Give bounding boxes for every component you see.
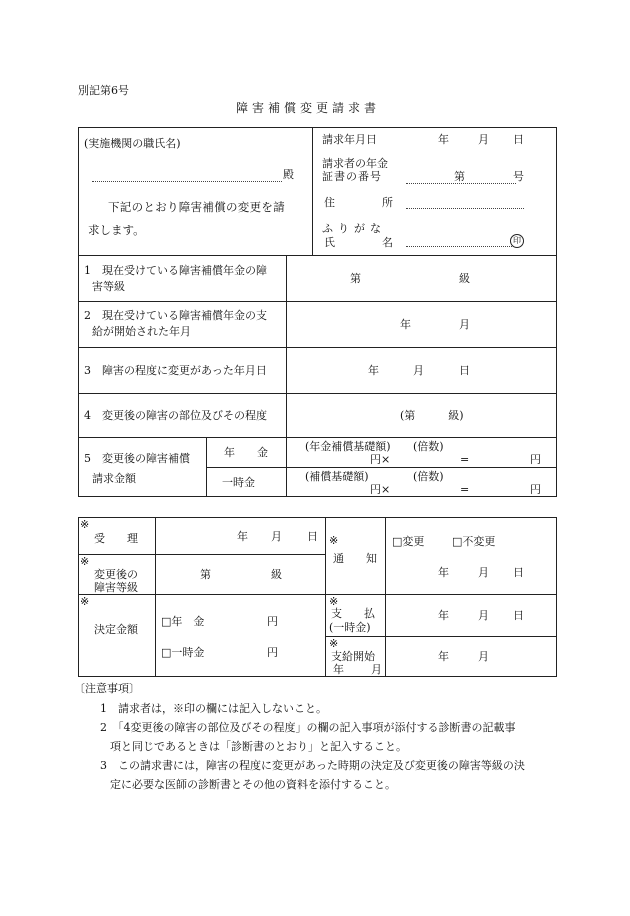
row1-kyu: 級 [459, 272, 470, 285]
pension-number-label2: 証書の番号 [322, 170, 382, 183]
pension-number-dai: 第 [454, 170, 465, 183]
pay-label-line1: 支 払 [331, 607, 375, 620]
start-label-month: 月 [371, 663, 382, 676]
notify-label: 通 知 [333, 552, 377, 565]
grade-label-line1: 変更後の [94, 568, 138, 581]
row2-year: 年 [400, 318, 411, 331]
form-number: 別記第6号 [78, 84, 129, 97]
row3-month: 月 [413, 364, 424, 377]
pay-month: 月 [478, 609, 489, 622]
row1-dai: 第 [350, 272, 361, 285]
row5-label-line1: 5 変更後の障害補償 [84, 452, 190, 465]
agency-label: (実施機関の職氏名) [84, 137, 181, 150]
grade-mark: ※ [80, 555, 90, 568]
start-mark: ※ [329, 637, 339, 650]
start-label-year: 年 [333, 663, 344, 676]
pension-number-go: 号 [513, 170, 524, 183]
request-date-label: 請求年月日 [322, 133, 377, 146]
start-month: 月 [478, 650, 489, 663]
row5-pension-equals: = [460, 453, 470, 466]
page-title: 障害補償変更請求書 [236, 101, 381, 115]
agency-input-line[interactable] [92, 181, 282, 182]
amount-lump-checkbox[interactable]: □一時金 [161, 646, 205, 659]
row5-lump-yen: 円× [370, 483, 391, 496]
request-date-month: 月 [478, 133, 489, 146]
row5-pension-result-yen: 円 [530, 453, 541, 466]
row5-lump-multiplier-head: (倍数) [413, 470, 444, 483]
amount-mark: ※ [80, 595, 90, 608]
start-year: 年 [438, 650, 449, 663]
request-date-day: 日 [513, 133, 524, 146]
receipt-mark: ※ [80, 518, 90, 531]
row3-year: 年 [368, 364, 379, 377]
row5-pension-multiplier-head: (倍数) [413, 440, 444, 453]
note-3-line1: 3 この請求書には，障害の程度に変更があった時期の決定及び変更後の障害等級の決 [100, 759, 525, 772]
row5-lump-equals: = [460, 483, 470, 496]
notify-nochange-checkbox[interactable]: □不変更 [452, 535, 496, 548]
notify-mark: ※ [329, 534, 339, 547]
row2-label-line1: 2 現在受けている障害補償年金の支 [84, 309, 267, 322]
amount-pension-checkbox[interactable]: □年 金 [161, 615, 205, 628]
row2-month: 月 [459, 318, 470, 331]
row5-pension-yen: 円× [370, 453, 391, 466]
notify-month: 月 [478, 566, 489, 579]
name-label-b: 名 [382, 236, 393, 249]
row5-lump-basis-head: (補償基礎額) [305, 470, 369, 483]
row1-label-line1: 1 現在受けている障害補償年金の障 [84, 264, 267, 277]
notify-change-checkbox[interactable]: □変更 [392, 535, 425, 548]
row5-lump-result-yen: 円 [530, 483, 541, 496]
name-label-a: 氏 [324, 236, 335, 249]
row4-label: 4 変更後の障害の部位及びその程度 [84, 409, 267, 422]
seal-icon: 印 [510, 234, 524, 248]
notify-day: 日 [513, 566, 524, 579]
honorific-label: 殿 [283, 168, 294, 181]
row1-label-line2: 害等級 [92, 280, 125, 293]
row2-label-line2: 給が開始された年月 [92, 325, 191, 338]
request-date-year: 年 [438, 133, 449, 146]
receipt-month: 月 [271, 530, 282, 543]
notify-year: 年 [438, 566, 449, 579]
notes-heading: 〔注意事項〕 [74, 682, 140, 695]
amount-label: 決定金額 [94, 623, 138, 636]
pay-year: 年 [438, 609, 449, 622]
row5-lump-label: 一時金 [222, 476, 255, 489]
address-label-b: 所 [382, 196, 393, 209]
amount-lump-yen: 円 [267, 646, 278, 659]
grade-dai: 第 [200, 568, 211, 581]
row3-day: 日 [459, 364, 470, 377]
grade-label-line2: 障害等級 [94, 581, 138, 594]
row5-pension-basis-head: (年金補償基礎額) [305, 440, 391, 453]
note-3-line2: 定に必要な医師の診断書とその他の資料を添付すること。 [110, 778, 396, 791]
receipt-label: 受 理 [94, 532, 138, 545]
address-input-line[interactable] [406, 208, 524, 209]
receipt-year: 年 [237, 530, 248, 543]
pension-number-label1: 請求者の年金 [322, 157, 388, 170]
request-body-line1: 下記のとおり障害補償の変更を請 [108, 200, 285, 214]
name-input-line[interactable] [406, 246, 512, 247]
row4-grade-value: (第 級) [400, 409, 464, 422]
row5-label-line2: 請求金額 [92, 472, 136, 485]
pay-mark: ※ [329, 595, 339, 608]
address-label-a: 住 [324, 196, 335, 209]
amount-pension-yen: 円 [267, 615, 278, 628]
grade-kyu: 級 [271, 568, 282, 581]
note-2-line1: 2 「4変更後の障害の部位及びその程度」の欄の記入事項が添付する診断書の記載事 [100, 721, 516, 734]
request-body-line2: 求します。 [88, 223, 145, 237]
row5-pension-label: 年 金 [224, 446, 268, 459]
pay-label-line2: (一時金) [329, 621, 371, 634]
note-1: 1 請求者は，※印の欄には記入しないこと。 [100, 702, 327, 715]
note-2-line2: 項と同じであるときは「診断書のとおり」と記入すること。 [110, 740, 407, 753]
receipt-day: 日 [307, 530, 318, 543]
row3-label: 3 障害の程度に変更があった年月日 [84, 364, 267, 377]
furigana-label: ふりがな [322, 222, 386, 235]
start-label-line1: 支給開始 [331, 650, 375, 663]
pay-day: 日 [513, 609, 524, 622]
